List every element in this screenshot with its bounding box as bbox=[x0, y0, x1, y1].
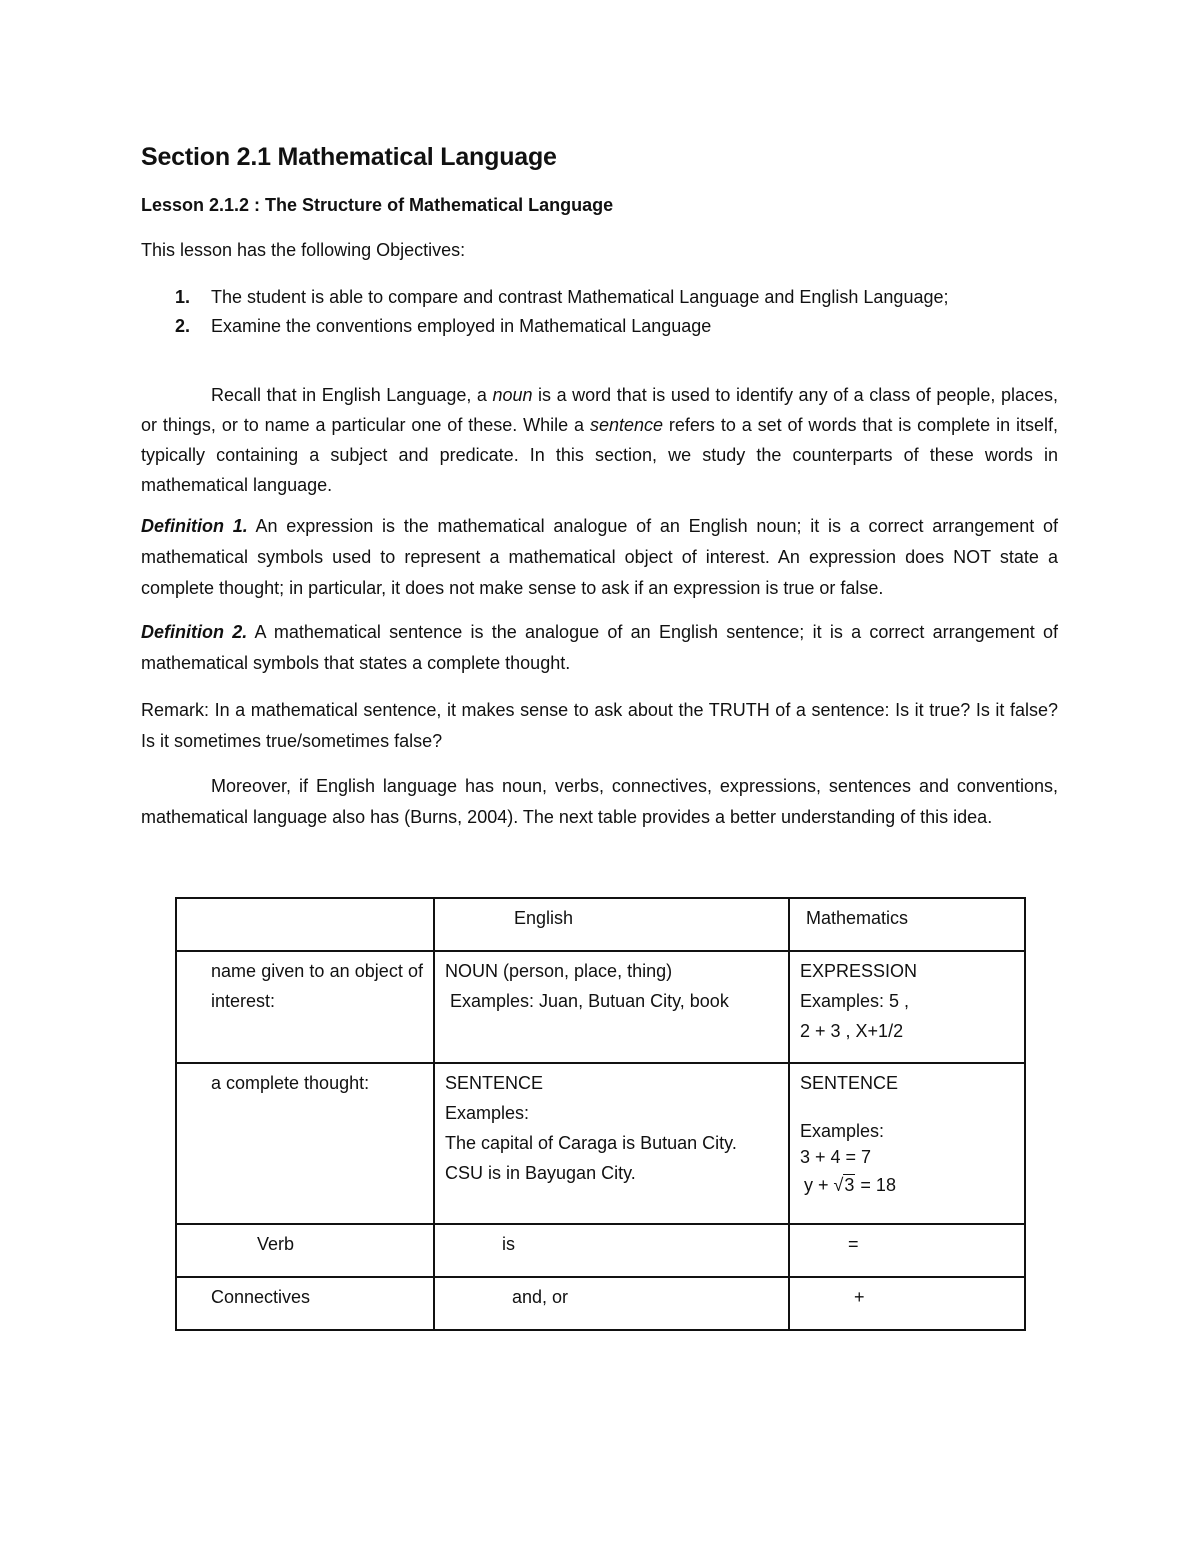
row-label-cell bbox=[176, 951, 434, 1063]
objective-number: 1. bbox=[175, 287, 191, 307]
english-cell bbox=[434, 1063, 789, 1224]
objective-number: 2. bbox=[175, 316, 191, 336]
objective-text: Examine the conventions employed in Mathematical Language bbox=[211, 316, 712, 336]
cell-text: is bbox=[502, 1234, 515, 1254]
row-label-cell bbox=[176, 1277, 434, 1330]
row-label: Verb bbox=[257, 1234, 295, 1254]
objectives-list bbox=[141, 283, 949, 341]
square-root-icon: √ bbox=[833, 1175, 844, 1195]
lesson-title: Lesson 2.1.2 : The Structure of Mathematical Language bbox=[141, 195, 614, 215]
cell-text: and, or bbox=[512, 1287, 569, 1307]
sentence-term: sentence bbox=[589, 415, 664, 435]
cell-line: Examples: 5 , bbox=[800, 991, 910, 1011]
definition-text: A mathematical sentence is the analogue of an English sentence; it is a correct arrangement of mathematical symbols that states a complete thought. bbox=[141, 622, 1059, 673]
math-cell bbox=[789, 1063, 1025, 1224]
section-title: Section 2.1 Mathematical Language bbox=[141, 143, 557, 171]
recall-text: is a word that is used to identify any of a class of people, places, or things, or to name a particular one of these. While a bbox=[141, 385, 1058, 435]
objective-item bbox=[141, 312, 949, 341]
cell-line: 2 + 3 , X+1/2 bbox=[800, 1021, 904, 1041]
cell-text: = 18 bbox=[855, 1175, 896, 1195]
row-label: name given to an object of interest: bbox=[211, 961, 423, 1011]
row-label: a complete thought: bbox=[211, 1073, 370, 1093]
noun-term: noun bbox=[492, 385, 533, 405]
header-mathematics-label: Mathematics bbox=[806, 908, 909, 928]
cell-line: Examples: bbox=[800, 1121, 885, 1141]
cell-line: NOUN (person, place, thing) bbox=[445, 961, 673, 981]
moreover-paragraph: Moreover, if English language has noun, verbs, connectives, expressions, sentences and conventions, mathematical language also has (Burns, 2004). The next table provides a better understanding of this idea. bbox=[141, 776, 1058, 827]
recall-text: refers to a set of words that is complete in itself, typically containing a subject and predicate. In this section, we study the counterparts of these words in mathematical language. bbox=[141, 415, 1058, 495]
english-cell bbox=[434, 951, 789, 1063]
cell-line: SENTENCE bbox=[800, 1073, 899, 1093]
cell-text: y + bbox=[804, 1175, 834, 1195]
objective-text: The student is able to compare and contrast Mathematical Language and English Language; bbox=[211, 287, 949, 307]
row-label-cell bbox=[176, 1063, 434, 1224]
row-label-cell bbox=[176, 1224, 434, 1277]
cell-line: Examples: Juan, Butuan City, book bbox=[450, 991, 729, 1011]
spacer bbox=[800, 1098, 1014, 1118]
math-cell bbox=[789, 951, 1025, 1063]
radicand: 3 bbox=[844, 1175, 855, 1195]
cell-line: EXPRESSION bbox=[800, 961, 918, 981]
comparison-table bbox=[175, 897, 1026, 1331]
table-row bbox=[176, 1224, 1025, 1277]
remark-paragraph: Remark: In a mathematical sentence, it makes sense to ask about the TRUTH of a sentence: Is it true? Is it false? Is it sometimes true/sometimes false? bbox=[141, 700, 1058, 751]
cell-line: The capital of Caraga is Butuan City. bbox=[445, 1133, 737, 1153]
table-row bbox=[176, 951, 1025, 1063]
math-cell bbox=[789, 1277, 1025, 1330]
cell-line: SENTENCE bbox=[445, 1073, 544, 1093]
radical-equation bbox=[800, 1170, 1014, 1200]
recall-text: Recall that in English Language, a bbox=[211, 385, 493, 405]
definition-label: Definition 2. bbox=[141, 622, 248, 642]
header-cell bbox=[176, 898, 434, 951]
definition-text: An expression is the mathematical analogue of an English noun; it is a correct arrangement of mathematical symbols used to represent a mathematical object of interest. An expression does NOT state a complete thought; in particular, it does not make sense to ask if an expression is true or false. bbox=[141, 516, 1059, 598]
cell-text: = bbox=[848, 1234, 859, 1254]
definition-1 bbox=[141, 511, 1058, 604]
cell-line: CSU is in Bayugan City. bbox=[445, 1163, 636, 1183]
cell-line: 3 + 4 = 7 bbox=[800, 1147, 872, 1167]
objectives-intro: This lesson has the following Objectives: bbox=[141, 240, 466, 260]
header-cell-mathematics bbox=[789, 898, 1025, 951]
definition-label: Definition 1. bbox=[141, 516, 248, 536]
objective-item bbox=[141, 283, 949, 312]
header-cell-english bbox=[434, 898, 789, 951]
table-row bbox=[176, 1277, 1025, 1330]
english-cell bbox=[434, 1277, 789, 1330]
math-cell bbox=[789, 1224, 1025, 1277]
header-english-label: English bbox=[514, 908, 574, 928]
table-row bbox=[176, 1063, 1025, 1224]
table-header-row bbox=[176, 898, 1025, 951]
row-label: Connectives bbox=[211, 1287, 311, 1307]
cell-line: Examples: bbox=[445, 1103, 530, 1123]
cell-text: + bbox=[854, 1287, 865, 1307]
definition-2 bbox=[141, 617, 1058, 679]
recall-paragraph bbox=[141, 380, 1058, 500]
english-cell bbox=[434, 1224, 789, 1277]
